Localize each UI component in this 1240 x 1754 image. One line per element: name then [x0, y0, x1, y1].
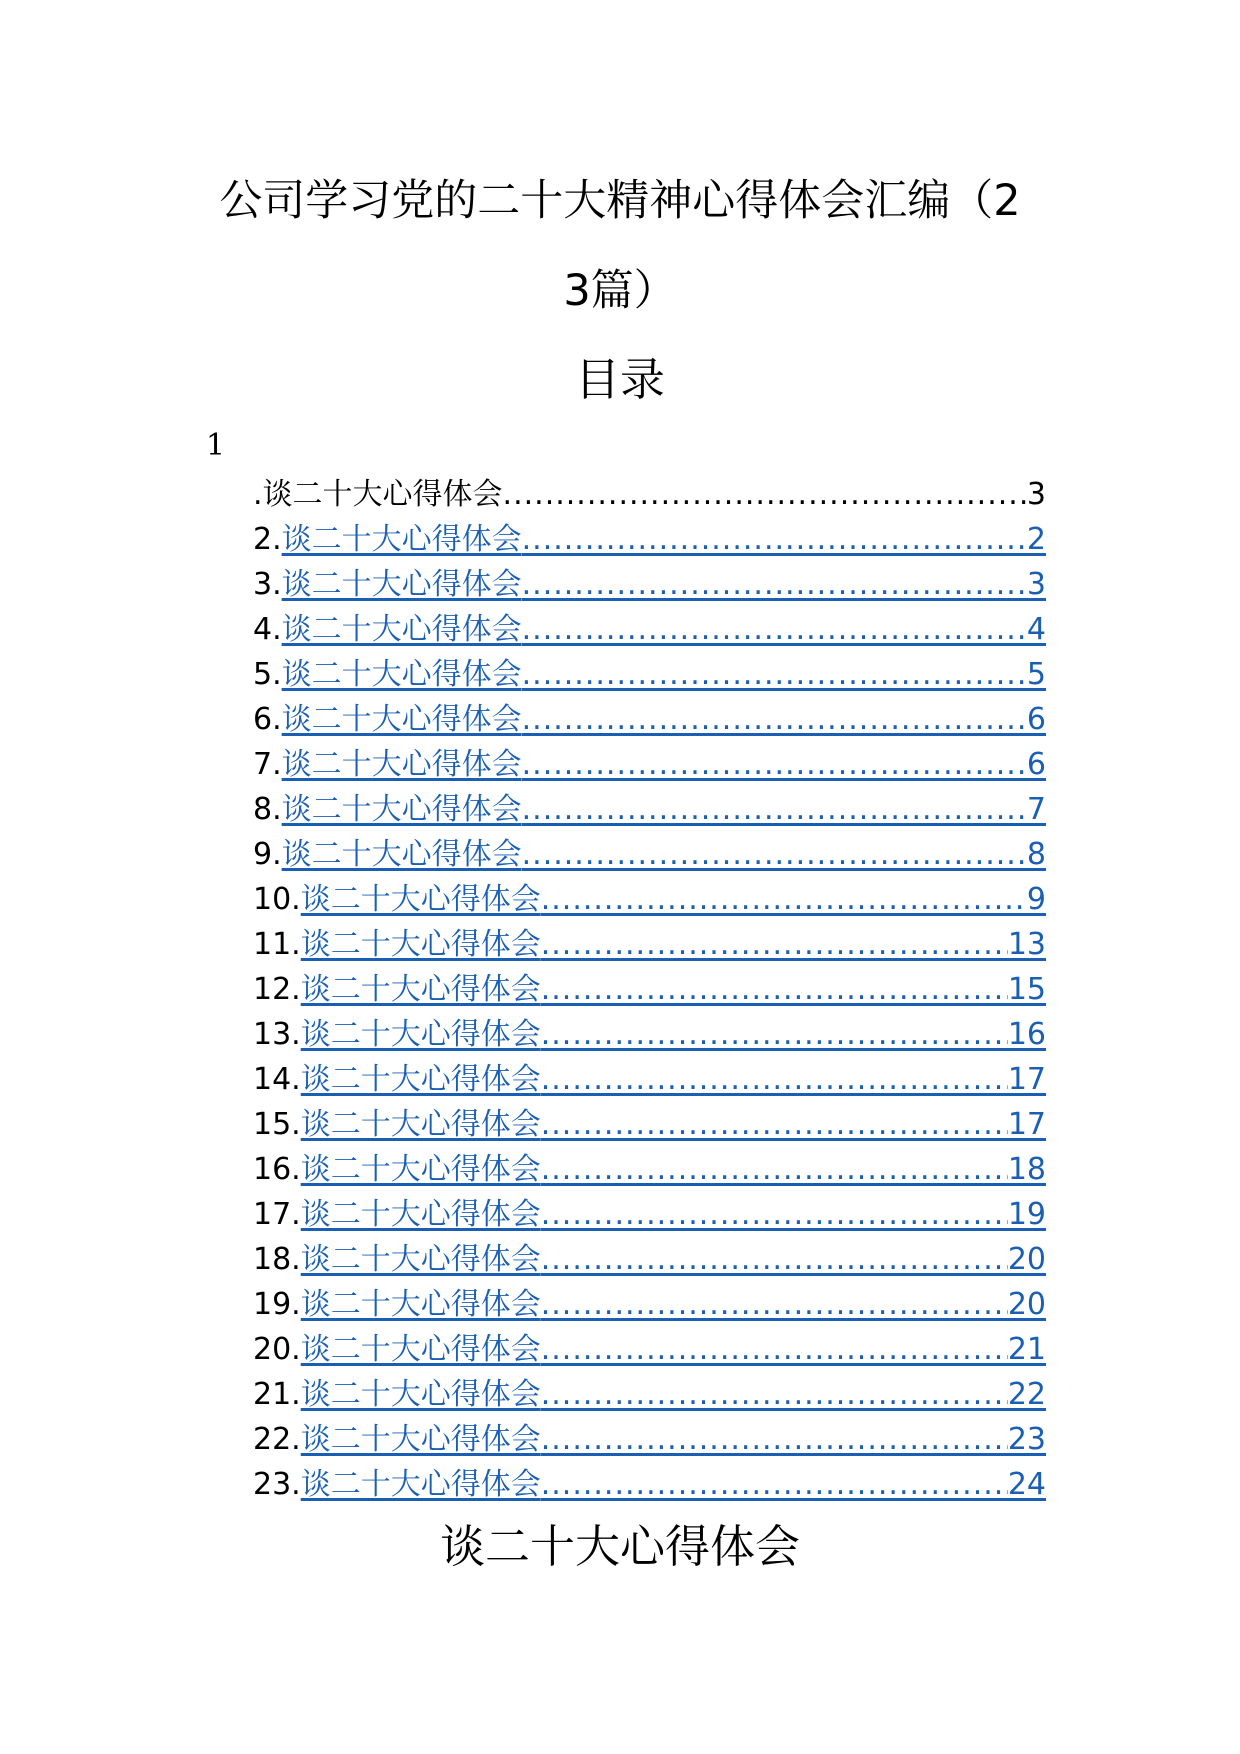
toc-entry-link[interactable]	[282, 517, 1046, 562]
toc-entry	[253, 1327, 1046, 1372]
toc-entry-page-number: 17	[1007, 1062, 1046, 1097]
toc-entry-link[interactable]	[301, 922, 1046, 967]
toc-entry-page-number: 17	[1007, 1107, 1046, 1142]
toc-dot-leader	[522, 607, 1027, 652]
toc-dot-leader	[522, 787, 1027, 832]
toc-dot-leader	[522, 697, 1027, 742]
toc-dot-leader	[541, 1282, 1008, 1327]
toc-entry-number: 15.	[253, 1107, 301, 1142]
toc-entry-number: 8.	[253, 792, 282, 827]
toc-entry-title: 谈二十大心得体会	[300, 972, 541, 1007]
toc-entry-title: 谈二十大心得体会	[281, 792, 522, 827]
toc-entry	[253, 1417, 1046, 1462]
toc-heading: 目录	[574, 353, 665, 406]
toc-number-marker: 1	[206, 428, 226, 463]
toc-entry-link[interactable]	[301, 1102, 1046, 1147]
toc-dot-leader	[541, 1327, 1008, 1372]
toc-entry-page-number: 20	[1007, 1242, 1046, 1277]
toc-entry-title: 谈二十大心得体会	[281, 837, 522, 872]
toc-entry-link[interactable]	[301, 1237, 1046, 1282]
toc-entry-number: 5.	[253, 657, 282, 692]
toc-dot-leader	[541, 1012, 1008, 1057]
toc-entry-page-number: 7	[1026, 792, 1046, 827]
toc-entry-link[interactable]	[282, 607, 1046, 652]
toc-entry-number: 16.	[253, 1152, 301, 1187]
toc-entry	[253, 472, 1046, 517]
toc-entry-link[interactable]	[282, 562, 1046, 607]
toc-dot-leader	[541, 1057, 1008, 1102]
toc-entry	[253, 1012, 1046, 1057]
toc-entry-number: 7.	[253, 747, 282, 782]
toc-entry-page-number: 23	[1007, 1422, 1046, 1457]
toc-entry-page-number: 3	[1026, 477, 1046, 512]
toc-entry-link[interactable]	[301, 1057, 1046, 1102]
toc-entry-title: 谈二十大心得体会	[300, 1422, 541, 1457]
toc-entry-title: 谈二十大心得体会	[300, 882, 541, 917]
toc-entry-number: 13.	[253, 1017, 301, 1052]
toc-dot-leader	[541, 1417, 1008, 1462]
toc-entry-number: 4.	[253, 612, 282, 647]
toc-dot-leader	[541, 922, 1008, 967]
toc-entry-title: 谈二十大心得体会	[281, 747, 522, 782]
toc-entry-title: 谈二十大心得体会	[300, 1242, 541, 1277]
toc-dot-leader	[541, 1462, 1008, 1507]
toc-entry-number: 3.	[253, 567, 282, 602]
toc-entry	[253, 1102, 1046, 1147]
toc-entry-page-number: 13	[1007, 927, 1046, 962]
toc-entry-link[interactable]	[301, 1147, 1046, 1192]
toc-dot-leader	[522, 742, 1027, 787]
toc-entry-number: 12.	[253, 972, 301, 1007]
toc-entry-link[interactable]	[301, 1462, 1046, 1507]
toc-dot-leader	[541, 877, 1027, 922]
toc-entry-number: 9.	[253, 837, 282, 872]
document-title-line-1: 公司学习党的二十大精神心得体会汇编（2	[219, 176, 1021, 226]
toc-entry	[253, 1057, 1046, 1102]
toc-entry-link[interactable]	[282, 742, 1046, 787]
toc-entry-title: 谈二十大心得体会	[300, 1062, 541, 1097]
toc-dot-leader	[522, 832, 1027, 877]
toc-entry-number: 10.	[253, 882, 301, 917]
toc-entry	[253, 1192, 1046, 1237]
toc-entry-title: 谈二十大心得体会	[281, 702, 522, 737]
toc-entry	[253, 607, 1046, 652]
section-heading: 谈二十大心得体会	[439, 1520, 800, 1573]
toc-entry-page-number: 4	[1026, 612, 1046, 647]
toc-entry-title: 谈二十大心得体会	[300, 927, 541, 962]
toc-entry	[253, 922, 1046, 967]
toc-dot-leader	[503, 472, 1027, 517]
toc-entry-page-number: 3	[1026, 567, 1046, 602]
toc-entry-page-number: 21	[1007, 1332, 1046, 1367]
toc-entry	[253, 1282, 1046, 1327]
toc-entry-link[interactable]	[301, 1192, 1046, 1237]
toc-dot-leader	[541, 1372, 1008, 1417]
toc-entry	[253, 1462, 1046, 1507]
toc-entry-page-number: 20	[1007, 1287, 1046, 1322]
toc-entry-page-number: 6	[1026, 702, 1046, 737]
toc-entry-title: 谈二十大心得体会	[281, 612, 522, 647]
toc-entry-title: 谈二十大心得体会	[300, 1467, 541, 1502]
toc-entry-number: 22.	[253, 1422, 301, 1457]
toc-entry-number: 11.	[253, 927, 301, 962]
toc-entry-number: 21.	[253, 1377, 301, 1412]
toc-entry	[253, 787, 1046, 832]
toc-entry-page-number: 6	[1026, 747, 1046, 782]
toc-entry-page-number: 5	[1026, 657, 1046, 692]
toc-entry-number: 19.	[253, 1287, 301, 1322]
toc-entry	[253, 877, 1046, 922]
toc-entry	[253, 562, 1046, 607]
toc-entry	[253, 652, 1046, 697]
toc-dot-leader	[541, 967, 1008, 1012]
toc-entry-link[interactable]	[282, 652, 1046, 697]
toc-dot-leader	[541, 1237, 1008, 1282]
toc-entry-title: 谈二十大心得体会	[300, 1197, 541, 1232]
toc-entry-title: 谈二十大心得体会	[300, 1287, 541, 1322]
toc-entry-number: 17.	[253, 1197, 301, 1232]
toc-entry	[253, 697, 1046, 742]
toc-entry-number: 6.	[253, 702, 282, 737]
toc-entry	[253, 742, 1046, 787]
toc-entry-title: 谈二十大心得体会	[300, 1152, 541, 1187]
toc-entry	[253, 832, 1046, 877]
toc-entry-page-number: 8	[1026, 837, 1046, 872]
toc-entry	[253, 517, 1046, 562]
toc-entry	[253, 1237, 1046, 1282]
toc-entry-title: 谈二十大心得体会	[281, 657, 522, 692]
toc-entry	[253, 1147, 1046, 1192]
toc-entry-page-number: 22	[1007, 1377, 1046, 1412]
toc-entry-link[interactable]	[301, 1417, 1046, 1462]
toc-entry-number: 20.	[253, 1332, 301, 1367]
toc-entry-page-number: 24	[1007, 1467, 1046, 1502]
toc-entry-page-number: 18	[1007, 1152, 1046, 1187]
toc-entry-title: 谈二十大心得体会	[300, 1107, 541, 1142]
toc-dot-leader	[522, 517, 1027, 562]
toc-entry-number: 2.	[253, 522, 282, 557]
toc-entry-link[interactable]	[282, 787, 1046, 832]
toc-dot-leader	[541, 1147, 1008, 1192]
toc-entry-link[interactable]	[301, 877, 1046, 922]
table-of-contents	[253, 472, 1046, 1507]
toc-entry-number: 18.	[253, 1242, 301, 1277]
toc-dot-leader	[541, 1102, 1008, 1147]
toc-dot-leader	[541, 1192, 1008, 1237]
toc-entry-page-number: 9	[1026, 882, 1046, 917]
toc-entry-page-number: 2	[1026, 522, 1046, 557]
toc-entry-title: 谈二十大心得体会	[300, 1332, 541, 1367]
toc-entry-title: 谈二十大心得体会	[300, 1377, 541, 1412]
toc-dot-leader	[522, 562, 1027, 607]
toc-entry-page-number: 19	[1007, 1197, 1046, 1232]
toc-entry-number: 14.	[253, 1062, 301, 1097]
toc-entry-page-number: 15	[1007, 972, 1046, 1007]
toc-entry-link[interactable]	[301, 1282, 1046, 1327]
toc-entry-number: 23.	[253, 1467, 301, 1502]
toc-entry-link[interactable]	[301, 1012, 1046, 1057]
toc-dot-leader	[522, 652, 1027, 697]
document-title-line-2: 3篇）	[563, 266, 677, 316]
toc-entry-link[interactable]	[282, 697, 1046, 742]
toc-entry-title: .谈二十大心得体会	[253, 477, 503, 512]
toc-entry-title: 谈二十大心得体会	[281, 522, 522, 557]
toc-entry-title: 谈二十大心得体会	[281, 567, 522, 602]
toc-entry-link[interactable]	[301, 1372, 1046, 1417]
toc-entry-link[interactable]	[301, 1327, 1046, 1372]
toc-entry-link[interactable]	[301, 967, 1046, 1012]
toc-entry-page-number: 16	[1007, 1017, 1046, 1052]
toc-entry	[253, 967, 1046, 1012]
toc-entry-link	[253, 472, 1046, 517]
toc-entry-title: 谈二十大心得体会	[300, 1017, 541, 1052]
toc-entry	[253, 1372, 1046, 1417]
toc-entry-link[interactable]	[282, 832, 1046, 877]
